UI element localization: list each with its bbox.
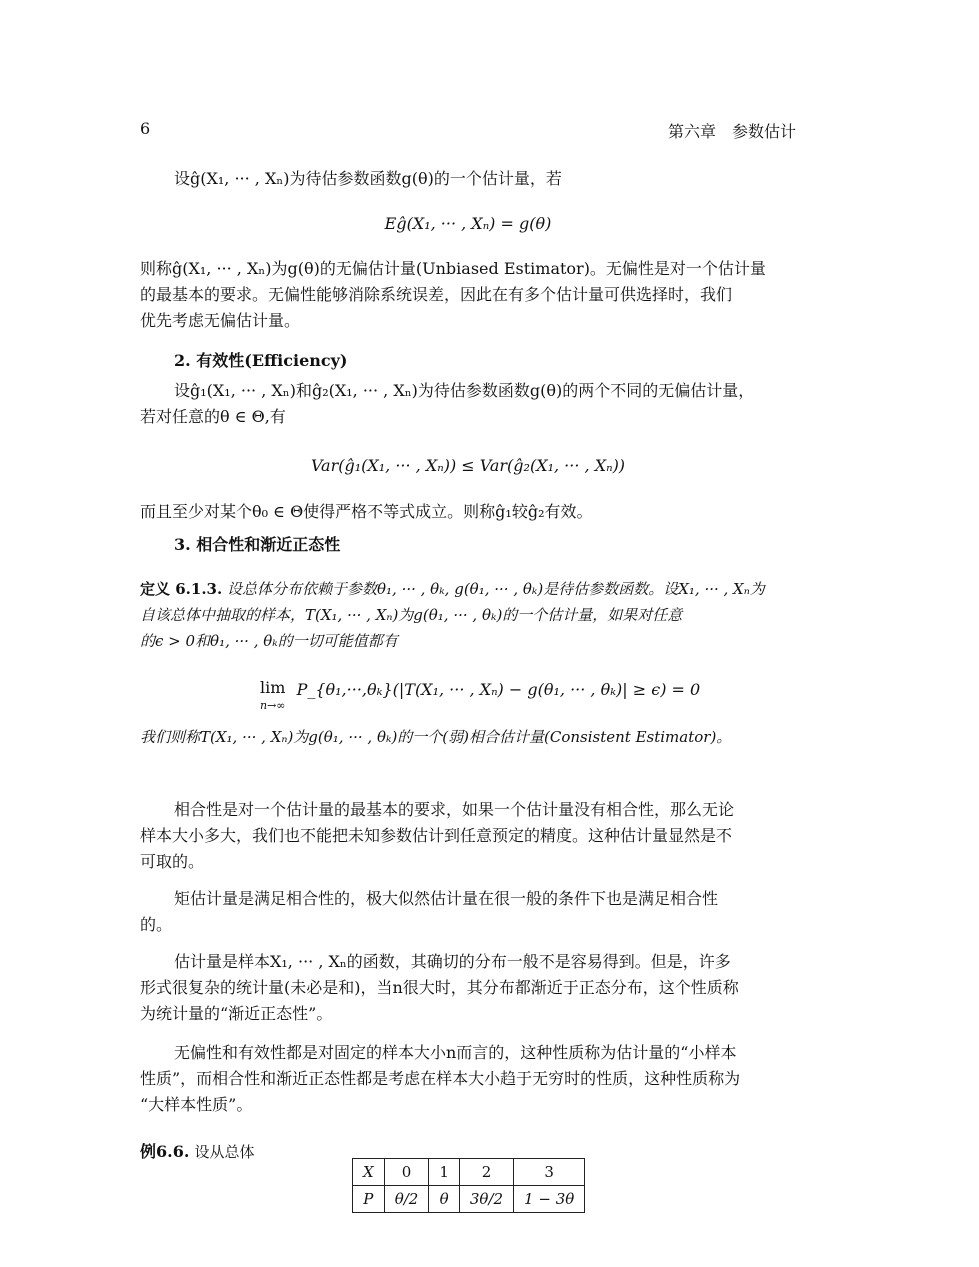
- limit-subscript: n→∞: [260, 699, 286, 712]
- text-line: 自该总体中抽取的样本，T(X₁, ··· , Xₙ)为g(θ₁, ··· , θₖ)的一个估计量，如果对任意: [140, 606, 683, 624]
- table-row: [353, 1186, 585, 1213]
- definition-conclusion: 我们则称T(X₁, ··· , Xₙ)为g(θ₁, ··· , θₖ)的一个(弱)相合估计量(Consistent Estimator)。: [140, 728, 732, 746]
- table-cell: 0: [384, 1159, 429, 1186]
- equation-limit: [260, 680, 700, 714]
- paragraph-efficiency: [140, 378, 796, 430]
- text-line: 的最基本的要求。无偏性能够消除系统误差，因此在有多个估计量可供选择时，我们: [140, 285, 733, 304]
- text-line: 的ϵ > 0和θ₁, ··· , θₖ的一切可能值都有: [140, 632, 398, 650]
- table-cell: 3: [514, 1159, 585, 1186]
- table-cell: 3θ/2: [459, 1186, 513, 1213]
- limit-expression: P_{θ₁,···,θₖ}(|T(X₁, ··· , Xₙ) − g(θ₁, ··· , θₖ)| ≥ ϵ) = 0: [296, 680, 701, 699]
- example-block: [140, 1139, 255, 1162]
- text-line: 则称ĝ(X₁, ··· , Xₙ)为g(θ)的无偏估计量(Unbiased Estimator)。无偏性是对一个估计量: [140, 259, 766, 278]
- paragraph-unbiased-setup: 设ĝ(X₁, ··· , Xₙ)为待估参数函数g(θ)的一个估计量，若: [174, 169, 562, 188]
- table-cell: P: [353, 1186, 385, 1213]
- text-line: [140, 576, 796, 602]
- equation-variance: Var(ĝ₁(X₁, ··· , Xₙ)) ≤ Var(ĝ₂(X₁, ··· , Xₙ)): [310, 456, 626, 475]
- table-cell: θ: [429, 1186, 460, 1213]
- text-line: 性质”，而相合性和渐近正态性都是考虑在样本大小趋于无穷时的性质，这种性质称为: [140, 1069, 741, 1088]
- table-row: [353, 1159, 585, 1186]
- table-cell: 2: [459, 1159, 513, 1186]
- definition-text: 设总体分布依赖于参数θ₁, ··· , θₖ, g(θ₁, ··· , θₖ)是待估参数函数。设X₁, ··· , Xₙ为: [226, 580, 765, 598]
- text-line: 样本大小多大，我们也不能把未知参数估计到任意预定的精度。这种估计量显然是不: [140, 826, 733, 845]
- text-line: 相合性是对一个估计量的最基本的要求，如果一个估计量没有相合性，那么无论: [174, 800, 735, 819]
- text-line: 优先考虑无偏估计量。: [140, 311, 301, 330]
- limit-operator: lim: [260, 678, 286, 697]
- text-line: “大样本性质”。: [140, 1095, 253, 1114]
- table-cell: θ/2: [384, 1186, 429, 1213]
- section-heading-efficiency: 2. 有效性(Efficiency): [174, 351, 348, 370]
- text-line: 可取的。: [140, 852, 205, 871]
- paragraph-consistency-remarks: [140, 797, 796, 875]
- paragraph-moment-estimator: [140, 886, 796, 938]
- example-text: 设从总体: [194, 1143, 255, 1161]
- paragraph-efficiency-conclusion: 而且至少对某个θ₀ ∈ Θ使得严格不等式成立。则称ĝ₁较ĝ₂有效。: [140, 502, 593, 521]
- paragraph-sample-properties: [140, 1040, 796, 1118]
- example-label: 例6.6.: [140, 1142, 190, 1161]
- page-number: 6: [140, 119, 151, 138]
- definition-label: 定义 6.1.3.: [140, 580, 223, 598]
- table-cell: 1 − 3θ: [514, 1186, 585, 1213]
- text-line: 设ĝ₁(X₁, ··· , Xₙ)和ĝ₂(X₁, ··· , Xₙ)为待估参数函数g(θ)的两个不同的无偏估计量，: [174, 381, 755, 400]
- page: [140, 0, 796, 1267]
- text-line: 估计量是样本X₁, ··· , Xₙ的函数，其确切的分布一般不是容易得到。但是，许多: [174, 952, 731, 971]
- distribution-table: [352, 1158, 585, 1213]
- text-line: 若对任意的θ ∈ Θ,有: [140, 407, 286, 426]
- equation-unbiased: Eĝ(X₁, ··· , Xₙ) = g(θ): [384, 214, 552, 233]
- text-line: 的。: [140, 915, 173, 934]
- section-heading-consistency: 3. 相合性和渐近正态性: [174, 535, 341, 554]
- table-cell: 1: [429, 1159, 460, 1186]
- chapter-title: 第六章 参数估计: [667, 122, 796, 141]
- definition-block: [140, 576, 796, 654]
- paragraph-unbiased-definition: [140, 256, 796, 334]
- text-line: 无偏性和有效性都是对固定的样本大小n而言的，这种性质称为估计量的“小样本: [174, 1043, 737, 1062]
- paragraph-asymptotic-normality: [140, 949, 796, 1027]
- table-cell: X: [353, 1159, 385, 1186]
- text-line: 矩估计量是满足相合性的，极大似然估计量在很一般的条件下也是满足相合性: [174, 889, 719, 908]
- text-line: 形式很复杂的统计量(未必是和)，当n很大时，其分布都渐近于正态分布，这个性质称: [140, 978, 739, 997]
- text-line: 为统计量的“渐近正态性”。: [140, 1004, 333, 1023]
